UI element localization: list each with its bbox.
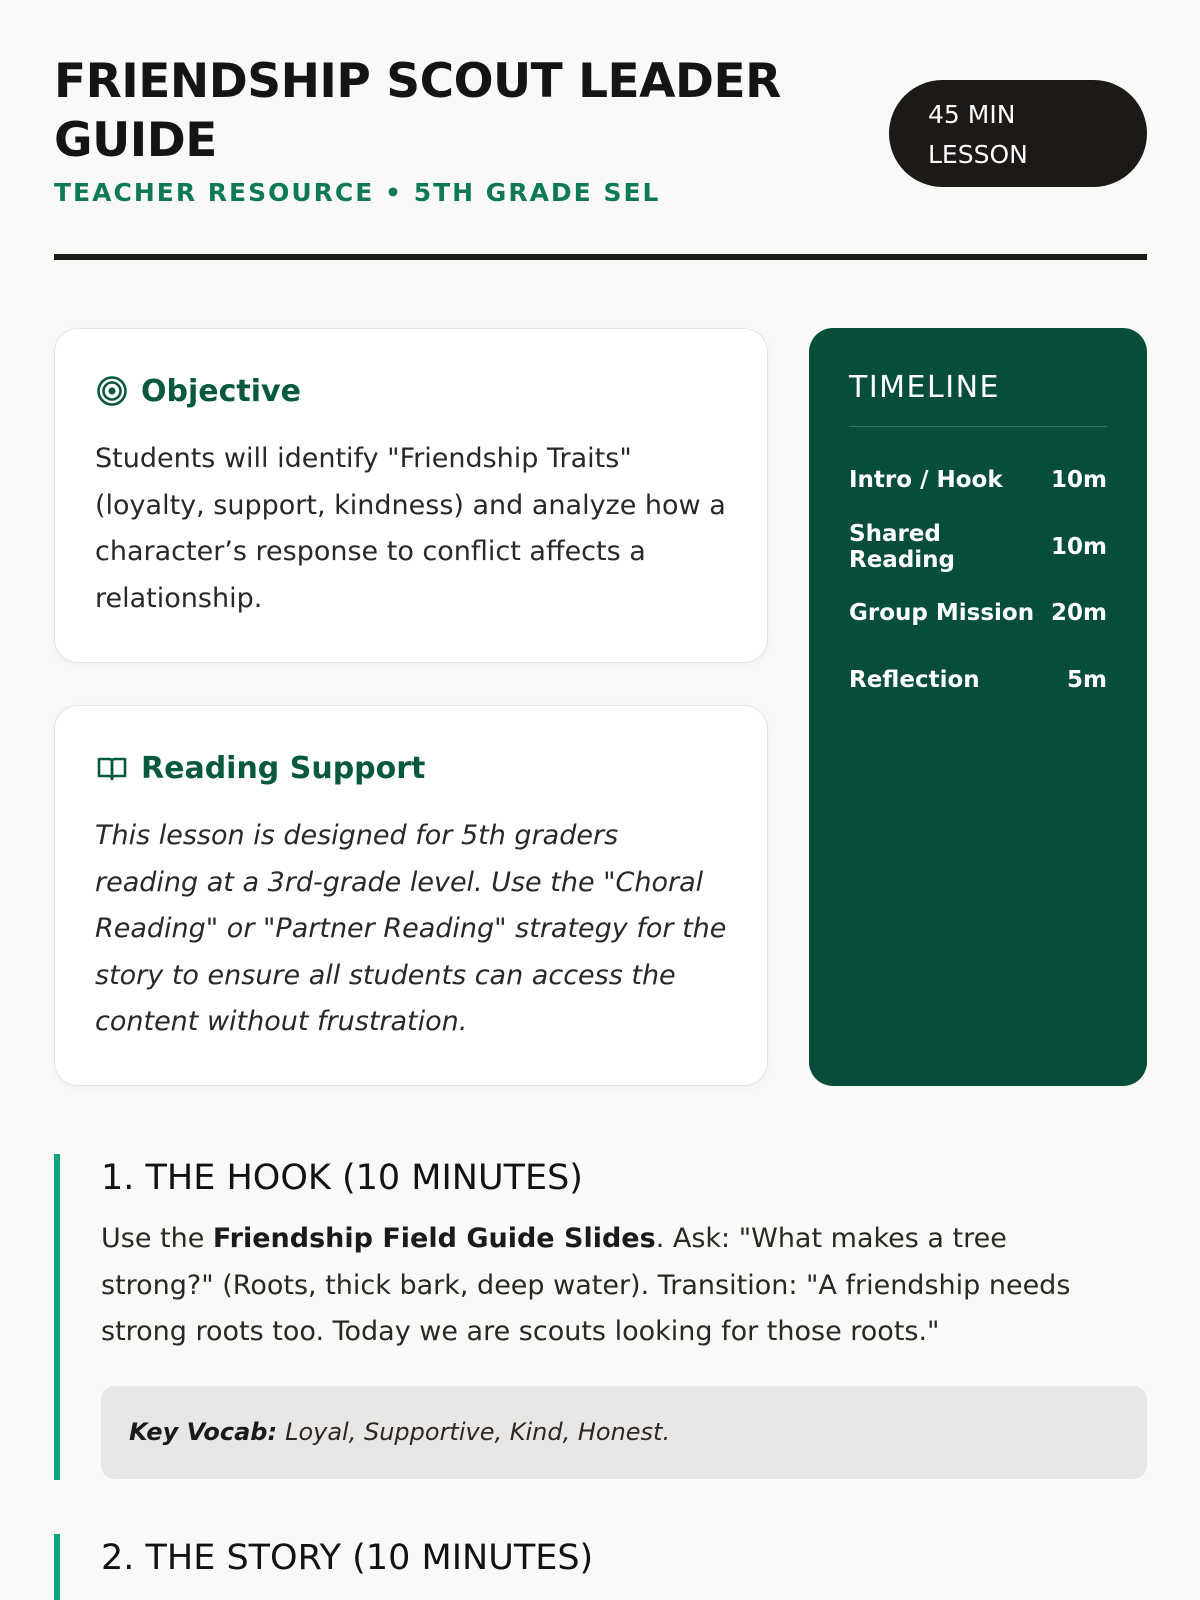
hook-text-intro: Use the (101, 1223, 213, 1254)
lesson-guide-page (54, 0, 1147, 1578)
timeline-item (849, 647, 1107, 714)
hook-section-title: 1. THE HOOK (10 MINUTES) (101, 1158, 583, 1198)
page-subtitle: TEACHER RESOURCE • 5TH GRADE SEL (54, 178, 661, 207)
objective-title: Objective (141, 373, 301, 409)
objective-text: Students will identify "Friendship Traits" (loyalty, support, kindness) and analyze how a character’s response to conflict affects a relationship. (95, 443, 726, 614)
timeline-item (849, 514, 1107, 581)
hook-text-rest: . Ask: "What makes a tree strong?" (Roots, thick bark, deep water). Transition: "A friendship needs strong roots too. Today we are scouts looking for those roots." (101, 1223, 1071, 1347)
story-section (54, 1534, 1147, 1600)
timeline-item-label: Reflection (849, 666, 980, 693)
key-vocab-words: Loyal, Supportive, Kind, Honest. (285, 1418, 671, 1446)
key-vocab-box (101, 1386, 1147, 1479)
hook-section (54, 1154, 1147, 1480)
timeline-item-duration: 10m (1051, 533, 1107, 560)
objective-card (54, 328, 768, 663)
slides-reference: Friendship Field Guide Slides (212, 1223, 656, 1254)
timeline-item-duration: 10m (1051, 467, 1107, 494)
duration-badge-line2: LESSON (928, 140, 1028, 169)
reading-support-card (54, 705, 768, 1086)
timeline-list (849, 447, 1107, 713)
target-icon (95, 374, 129, 408)
timeline-item-label: Group Mission (849, 600, 1035, 627)
duration-badge-line1: 45 MIN (928, 100, 1016, 129)
timeline-item-label: Intro / Hook (849, 467, 1003, 494)
open-book-icon (95, 751, 129, 785)
header-divider (54, 254, 1147, 260)
duration-badge (889, 80, 1147, 187)
timeline-item-label: Shared Reading (849, 520, 956, 573)
page-title: FRIENDSHIP SCOUT LEADER GUIDE (54, 54, 781, 168)
reading-support-card-header (95, 748, 727, 788)
reading-support-text: This lesson is designed for 5th graders reading at a 3rd-grade level. Use the "Choral Reading" or "Partner Reading" strategy for the story to ensure all students can access the content without frustration. (95, 820, 727, 1037)
timeline-panel (809, 328, 1147, 1086)
timeline-item (849, 580, 1107, 647)
story-section-title: 2. THE STORY (10 MINUTES) (101, 1538, 594, 1578)
reading-support-title: Reading Support (141, 750, 426, 786)
timeline-item-duration: 20m (1051, 600, 1107, 627)
hook-section-text (101, 1216, 1111, 1356)
timeline-item (849, 447, 1107, 514)
timeline-item-duration: 5m (1067, 666, 1107, 693)
timeline-title: TIMELINE (849, 370, 1000, 405)
timeline-divider (849, 426, 1107, 427)
page-header (54, 0, 1147, 262)
objective-card-header (95, 371, 727, 411)
key-vocab-label: Key Vocab: (129, 1418, 278, 1446)
